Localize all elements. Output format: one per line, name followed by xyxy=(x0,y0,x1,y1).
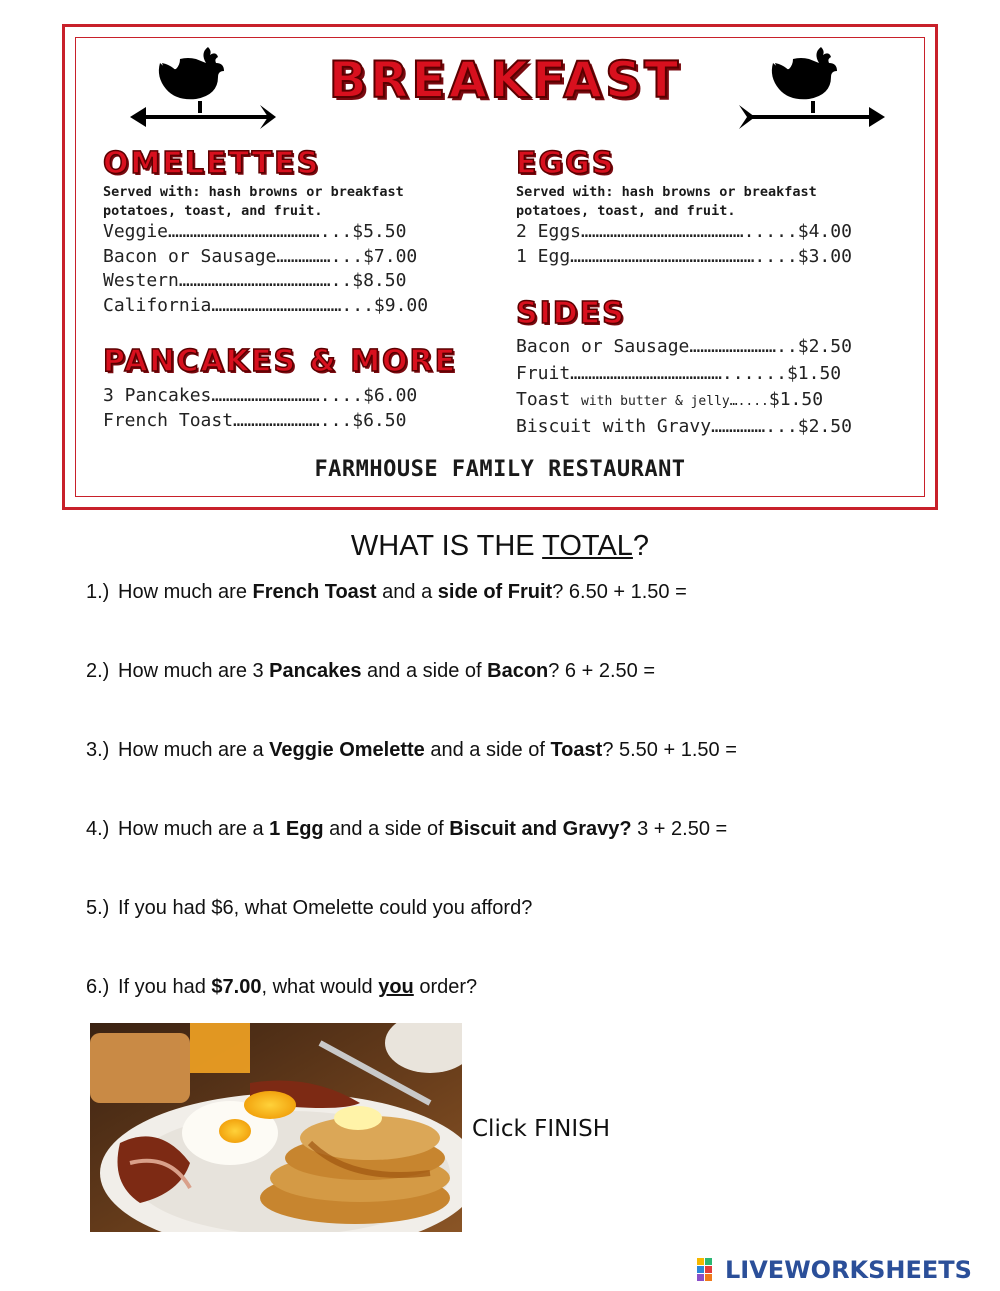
emphasized-text: Pancakes xyxy=(269,660,362,682)
menu-item: French Toast……………………...$6.50 xyxy=(103,409,407,431)
menu-title: BREAKFAST xyxy=(328,51,682,109)
heading-suffix: ? xyxy=(632,530,650,562)
question-number: 4.) xyxy=(86,818,110,840)
emphasized-text: French Toast xyxy=(252,581,377,603)
breakfast-menu xyxy=(62,24,938,510)
sides-items xyxy=(516,335,852,441)
emphasized-text: 1 Egg xyxy=(269,818,324,840)
liveworksheets-logo xyxy=(697,1254,972,1286)
question-text: ? 5.50 + 1.50 = xyxy=(602,739,737,761)
eggs-served-note: Served with: hash browns or breakfast potatoes, toast, and fruit. xyxy=(516,184,817,219)
rooster-weathervane-icon xyxy=(733,45,893,135)
question-text: order? xyxy=(413,976,478,998)
pancakes-heading: PANCAKES & MORE xyxy=(103,344,458,379)
menu-item: 3 Pancakes…………………………....$6.00 xyxy=(103,385,418,406)
heading-text: WHAT IS THE xyxy=(350,530,543,562)
question-text: and a xyxy=(376,581,438,603)
question-6 xyxy=(86,976,477,999)
heading-underlined: TOTAL xyxy=(542,530,633,562)
menu-item: Western……………………………………..$8.50 xyxy=(103,270,407,291)
item-name: Toast xyxy=(516,389,582,410)
question-text: and a side of xyxy=(323,818,450,840)
item-price: $2.50 xyxy=(797,336,852,357)
menu-item: California………………………………...$9.00 xyxy=(103,294,429,316)
omelettes-items xyxy=(103,220,428,318)
item-name: Bacon or Sausage…………………….. xyxy=(516,336,798,357)
item-note: with butter & jelly….... xyxy=(581,394,769,409)
question-number: 3.) xyxy=(86,739,110,761)
question-text: How much are 3 xyxy=(118,660,270,682)
question-2 xyxy=(86,660,655,683)
emphasized-text: you xyxy=(378,976,414,998)
eggs-heading: EGGS xyxy=(516,146,616,181)
emphasized-text: Biscuit and Gravy? xyxy=(449,818,632,840)
question-text: and a side of xyxy=(361,660,488,682)
question-1 xyxy=(86,581,687,604)
worksheet-heading xyxy=(0,530,1000,563)
menu-item: Bacon or Sausage……………...$7.00 xyxy=(103,245,418,267)
eggs-items xyxy=(516,220,852,269)
question-text: and a side of xyxy=(424,739,551,761)
question-number: 1.) xyxy=(86,581,110,603)
question-number: 5.) xyxy=(86,897,110,919)
omelettes-heading: OMELETTES xyxy=(103,146,321,181)
emphasized-text: Bacon xyxy=(487,660,549,682)
item-price: $1.50 xyxy=(768,389,824,410)
rooster-weathervane-icon xyxy=(120,45,280,135)
emphasized-text: Toast xyxy=(550,739,603,761)
question-number: 2.) xyxy=(86,660,110,682)
question-text: How much are xyxy=(118,581,253,603)
menu-item xyxy=(516,362,852,389)
menu-item: Veggie……………………………………...$5.50 xyxy=(103,221,407,242)
omelettes-served-note: Served with: hash browns or breakfast potatoes, toast, and fruit. xyxy=(103,184,404,219)
question-text: ? 6 + 2.50 = xyxy=(548,660,656,682)
question-text: 3 + 2.50 = xyxy=(631,818,728,840)
question-text: If you had xyxy=(118,976,212,998)
restaurant-name: FARMHOUSE FAMILY RESTAURANT xyxy=(314,457,686,482)
item-price: $2.50 xyxy=(797,415,852,437)
click-finish-instruction: Click FINISH xyxy=(472,1116,611,1142)
question-text: ? 6.50 + 1.50 = xyxy=(552,581,687,603)
question-text: If you had $6, what Omelette could you afford? xyxy=(118,897,533,919)
menu-item: 1 Egg……………………………………………....$3.00 xyxy=(516,245,852,267)
emphasized-text: $7.00 xyxy=(211,976,262,998)
question-text: How much are a xyxy=(118,739,270,761)
menu-item: 2 Eggs……………………………………….....$4.00 xyxy=(516,221,852,242)
question-text: , what would xyxy=(261,976,379,998)
item-price: $1.50 xyxy=(786,362,842,384)
logo-text: LIVEWORKSHEETS xyxy=(725,1256,972,1284)
question-5 xyxy=(86,897,532,920)
sides-heading: SIDES xyxy=(516,296,626,331)
breakfast-photo xyxy=(90,1023,462,1232)
liveworksheets-logo-icon xyxy=(697,1258,721,1282)
question-4 xyxy=(86,818,727,841)
question-text: How much are a xyxy=(118,818,270,840)
pancakes-items xyxy=(103,384,417,433)
menu-item xyxy=(516,388,852,415)
item-name: Fruit……………………………………...... xyxy=(516,362,787,384)
emphasized-text: Veggie Omelette xyxy=(269,739,425,761)
emphasized-text: side of Fruit xyxy=(437,581,553,603)
item-name: Biscuit with Gravy……………... xyxy=(516,415,798,437)
question-3 xyxy=(86,739,737,762)
question-number: 6.) xyxy=(86,976,110,998)
menu-item xyxy=(516,415,852,442)
menu-item xyxy=(516,335,852,362)
